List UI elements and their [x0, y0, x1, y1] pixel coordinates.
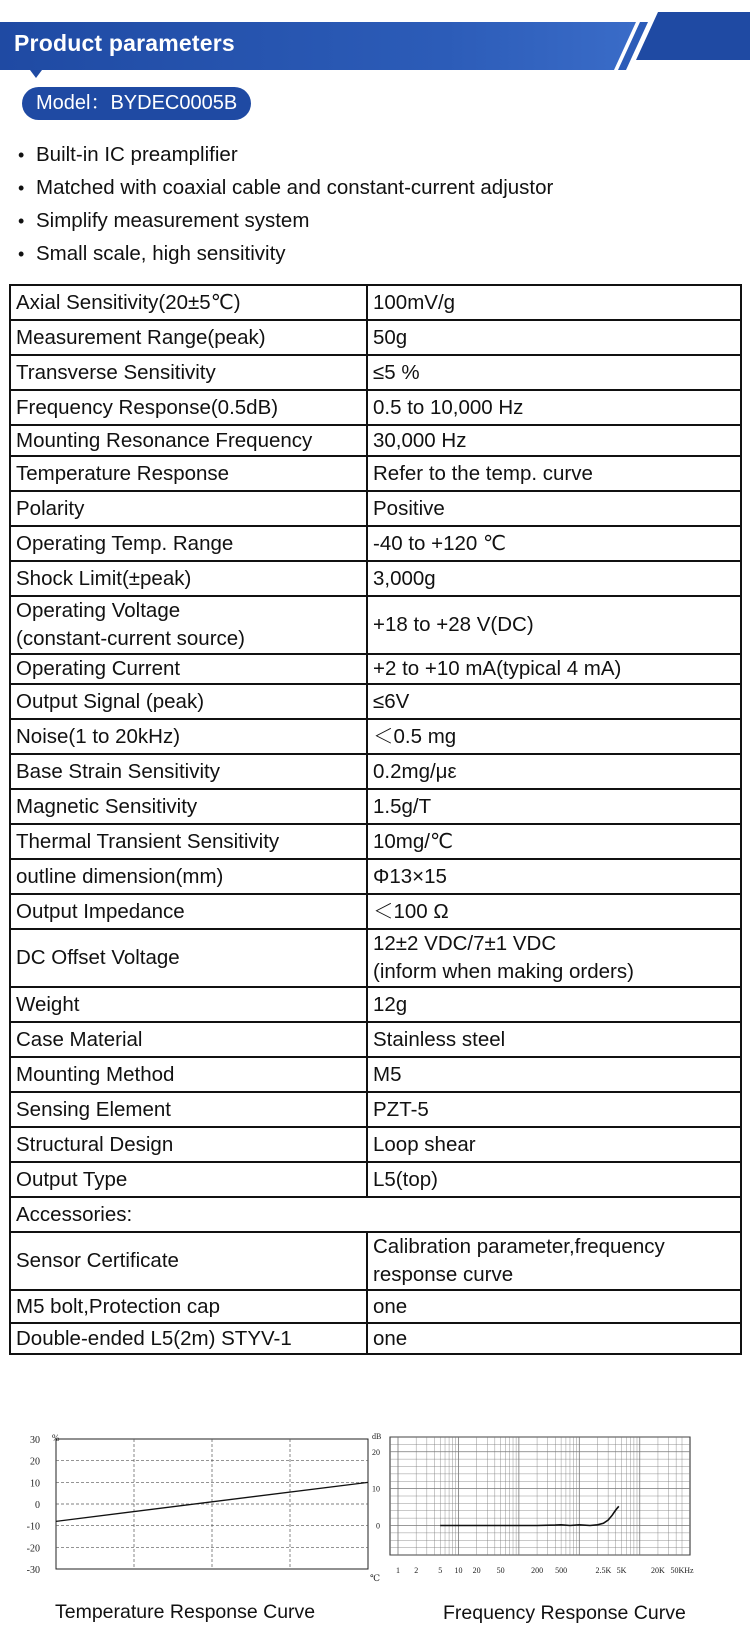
spec-value-line: (inform when making orders)	[373, 960, 634, 983]
table-row	[10, 1057, 741, 1092]
table-row	[10, 1290, 741, 1323]
temperature-chart-title: Temperature Response Curve	[55, 1601, 316, 1623]
y-tick-label: 10	[372, 1484, 380, 1494]
x-tick-label: 200	[531, 1566, 544, 1575]
spec-value: ＜100 Ω	[367, 894, 741, 929]
table-row	[10, 526, 741, 561]
y-tick-label: 20	[30, 1456, 40, 1468]
spec-name: Temperature Response	[10, 456, 367, 491]
spec-name: Measurement Range(peak)	[10, 320, 367, 355]
spec-value: Positive	[367, 491, 741, 526]
x-tick-label: 20K	[651, 1566, 665, 1575]
y-tick-label: -30	[26, 1565, 40, 1576]
spec-name: Sensing Element	[10, 1092, 367, 1127]
header-banner	[0, 0, 750, 90]
spec-value: 12g	[367, 987, 741, 1022]
spec-value: Refer to the temp. curve	[367, 456, 741, 491]
x-tick-label: 1	[396, 1566, 400, 1575]
spec-name: Thermal Transient Sensitivity	[10, 824, 367, 859]
spec-value: 30,000 Hz	[367, 425, 741, 456]
table-row	[10, 491, 741, 526]
spec-value: 100mV/g	[367, 285, 741, 320]
spec-name	[10, 596, 367, 654]
page-title: Product parameters	[14, 30, 235, 56]
feature-text: Simplify measurement system	[36, 209, 310, 232]
spec-value: PZT-5	[367, 1092, 741, 1127]
spec-name-line: (constant-current source)	[16, 627, 246, 650]
spec-table	[9, 284, 742, 1355]
spec-value	[367, 929, 741, 987]
accessory-value: one	[367, 1290, 741, 1323]
spec-value: Stainless steel	[367, 1022, 741, 1057]
frequency-response-chart	[372, 1427, 750, 1607]
spec-value: L5(top)	[367, 1162, 741, 1197]
spec-value: ＜0.5 mg	[367, 719, 741, 754]
table-row	[10, 355, 741, 390]
spec-value: -40 to +120 ℃	[367, 526, 741, 561]
spec-name: Weight	[10, 987, 367, 1022]
spec-name: Mounting Resonance Frequency	[10, 425, 367, 456]
accessory-name: M5 bolt,Protection cap	[10, 1290, 367, 1323]
y-tick-label: -20	[26, 1543, 40, 1555]
spec-name: outline dimension(mm)	[10, 859, 367, 894]
bullet-icon: •	[18, 145, 25, 165]
spec-value: 10mg/℃	[367, 824, 741, 859]
feature-item	[18, 171, 553, 204]
table-row	[10, 859, 741, 894]
x-tick-label: 5K	[616, 1566, 627, 1575]
model-badge: Model：BYDEC0005B	[22, 87, 251, 120]
x-tick-label: 500	[555, 1566, 568, 1575]
y-axis-unit: dB	[372, 1432, 382, 1441]
x-tick-label: 50	[496, 1566, 505, 1575]
spec-name: Base Strain Sensitivity	[10, 754, 367, 789]
spec-name: Polarity	[10, 491, 367, 526]
x-axis-unit: ℃	[370, 1573, 381, 1583]
spec-value: 3,000g	[367, 561, 741, 596]
table-row	[10, 1127, 741, 1162]
x-tick-label: 50KHz	[670, 1566, 694, 1575]
spec-name: Frequency Response(0.5dB)	[10, 390, 367, 425]
spec-value: ≤6V	[367, 684, 741, 719]
table-row	[10, 390, 741, 425]
spec-name: Magnetic Sensitivity	[10, 789, 367, 824]
accessory-value	[367, 1232, 741, 1290]
spec-value: M5	[367, 1057, 741, 1092]
spec-value: Loop shear	[367, 1127, 741, 1162]
table-row	[10, 1197, 741, 1232]
spec-name: Output Signal (peak)	[10, 684, 367, 719]
bullet-icon: •	[18, 211, 25, 231]
accessory-name: Sensor Certificate	[10, 1232, 367, 1290]
accessory-value: one	[367, 1323, 741, 1354]
spec-name: Mounting Method	[10, 1057, 367, 1092]
x-tick-label: 2.5K	[595, 1566, 612, 1575]
table-row	[10, 1232, 741, 1290]
spec-name: Operating Current	[10, 654, 367, 684]
spec-name: Transverse Sensitivity	[10, 355, 367, 390]
spec-name: Shock Limit(±peak)	[10, 561, 367, 596]
y-tick-label: 10	[30, 1478, 40, 1490]
table-row	[10, 719, 741, 754]
table-row	[10, 654, 741, 684]
table-row	[10, 285, 741, 320]
accessory-value-line: response curve	[373, 1263, 514, 1286]
table-row	[10, 320, 741, 355]
spec-value: 0.5 to 10,000 Hz	[367, 390, 741, 425]
charts-area	[0, 1415, 750, 1642]
accessory-value-line: Calibration parameter,frequency	[373, 1235, 665, 1258]
spec-name: Axial Sensitivity(20±5℃)	[10, 285, 367, 320]
table-row	[10, 1022, 741, 1057]
y-tick-label: -10	[26, 1521, 40, 1533]
spec-value: Φ13×15	[367, 859, 741, 894]
spec-name-line: Operating Voltage	[16, 599, 181, 622]
bullet-icon: •	[18, 178, 25, 198]
feature-text: Built-in IC preamplifier	[36, 143, 238, 166]
spec-value: 1.5g/T	[367, 789, 741, 824]
accessory-name: Double-ended L5(2m) STYV-1	[10, 1323, 367, 1354]
spec-name: Structural Design	[10, 1127, 367, 1162]
spec-name: Case Material	[10, 1022, 367, 1057]
table-row	[10, 456, 741, 491]
table-row	[10, 894, 741, 929]
spec-name: DC Offset Voltage	[10, 929, 367, 987]
feature-item	[18, 204, 553, 237]
table-row	[10, 684, 741, 719]
frequency-series-line	[440, 1506, 619, 1525]
feature-list	[18, 138, 553, 270]
table-row	[10, 1092, 741, 1127]
table-row	[10, 754, 741, 789]
table-row	[10, 789, 741, 824]
spec-name: Noise(1 to 20kHz)	[10, 719, 367, 754]
frequency-chart-title: Frequency Response Curve	[443, 1602, 686, 1624]
table-row	[10, 929, 741, 987]
x-tick-label: 5	[438, 1566, 443, 1575]
feature-item	[18, 138, 553, 171]
spec-value: 0.2mg/με	[367, 754, 741, 789]
spec-name: Output Type	[10, 1162, 367, 1197]
bullet-icon: •	[18, 244, 25, 264]
y-tick-label: 0	[35, 1500, 40, 1511]
table-row	[10, 1323, 741, 1354]
spec-value: +18 to +28 V(DC)	[367, 596, 741, 654]
spec-value: 50g	[367, 320, 741, 355]
y-tick-label: 0	[376, 1521, 380, 1531]
spec-name: Output Impedance	[10, 894, 367, 929]
y-tick-label: 20	[372, 1447, 380, 1457]
feature-item	[18, 237, 553, 270]
y-axis-unit: %	[52, 1433, 60, 1443]
spec-value-line: 12±2 VDC/7±1 VDC	[373, 932, 557, 955]
table-row	[10, 425, 741, 456]
accessories-heading: Accessories:	[10, 1197, 741, 1232]
table-row	[10, 824, 741, 859]
x-tick-label: 20	[472, 1566, 481, 1575]
spec-value: +2 to +10 mA(typical 4 mA)	[367, 654, 741, 684]
y-tick-label: 30	[30, 1435, 40, 1446]
temperature-response-chart	[18, 1427, 388, 1607]
table-row	[10, 987, 741, 1022]
x-tick-label: 2	[414, 1566, 419, 1575]
feature-text: Matched with coaxial cable and constant-current adjustor	[36, 176, 554, 199]
spec-name: Operating Temp. Range	[10, 526, 367, 561]
table-row	[10, 561, 741, 596]
spec-value: ≤5 %	[367, 355, 741, 390]
table-row	[10, 1162, 741, 1197]
x-tick-label: 10	[454, 1566, 463, 1575]
table-row	[10, 596, 741, 654]
feature-text: Small scale, high sensitivity	[36, 242, 286, 265]
